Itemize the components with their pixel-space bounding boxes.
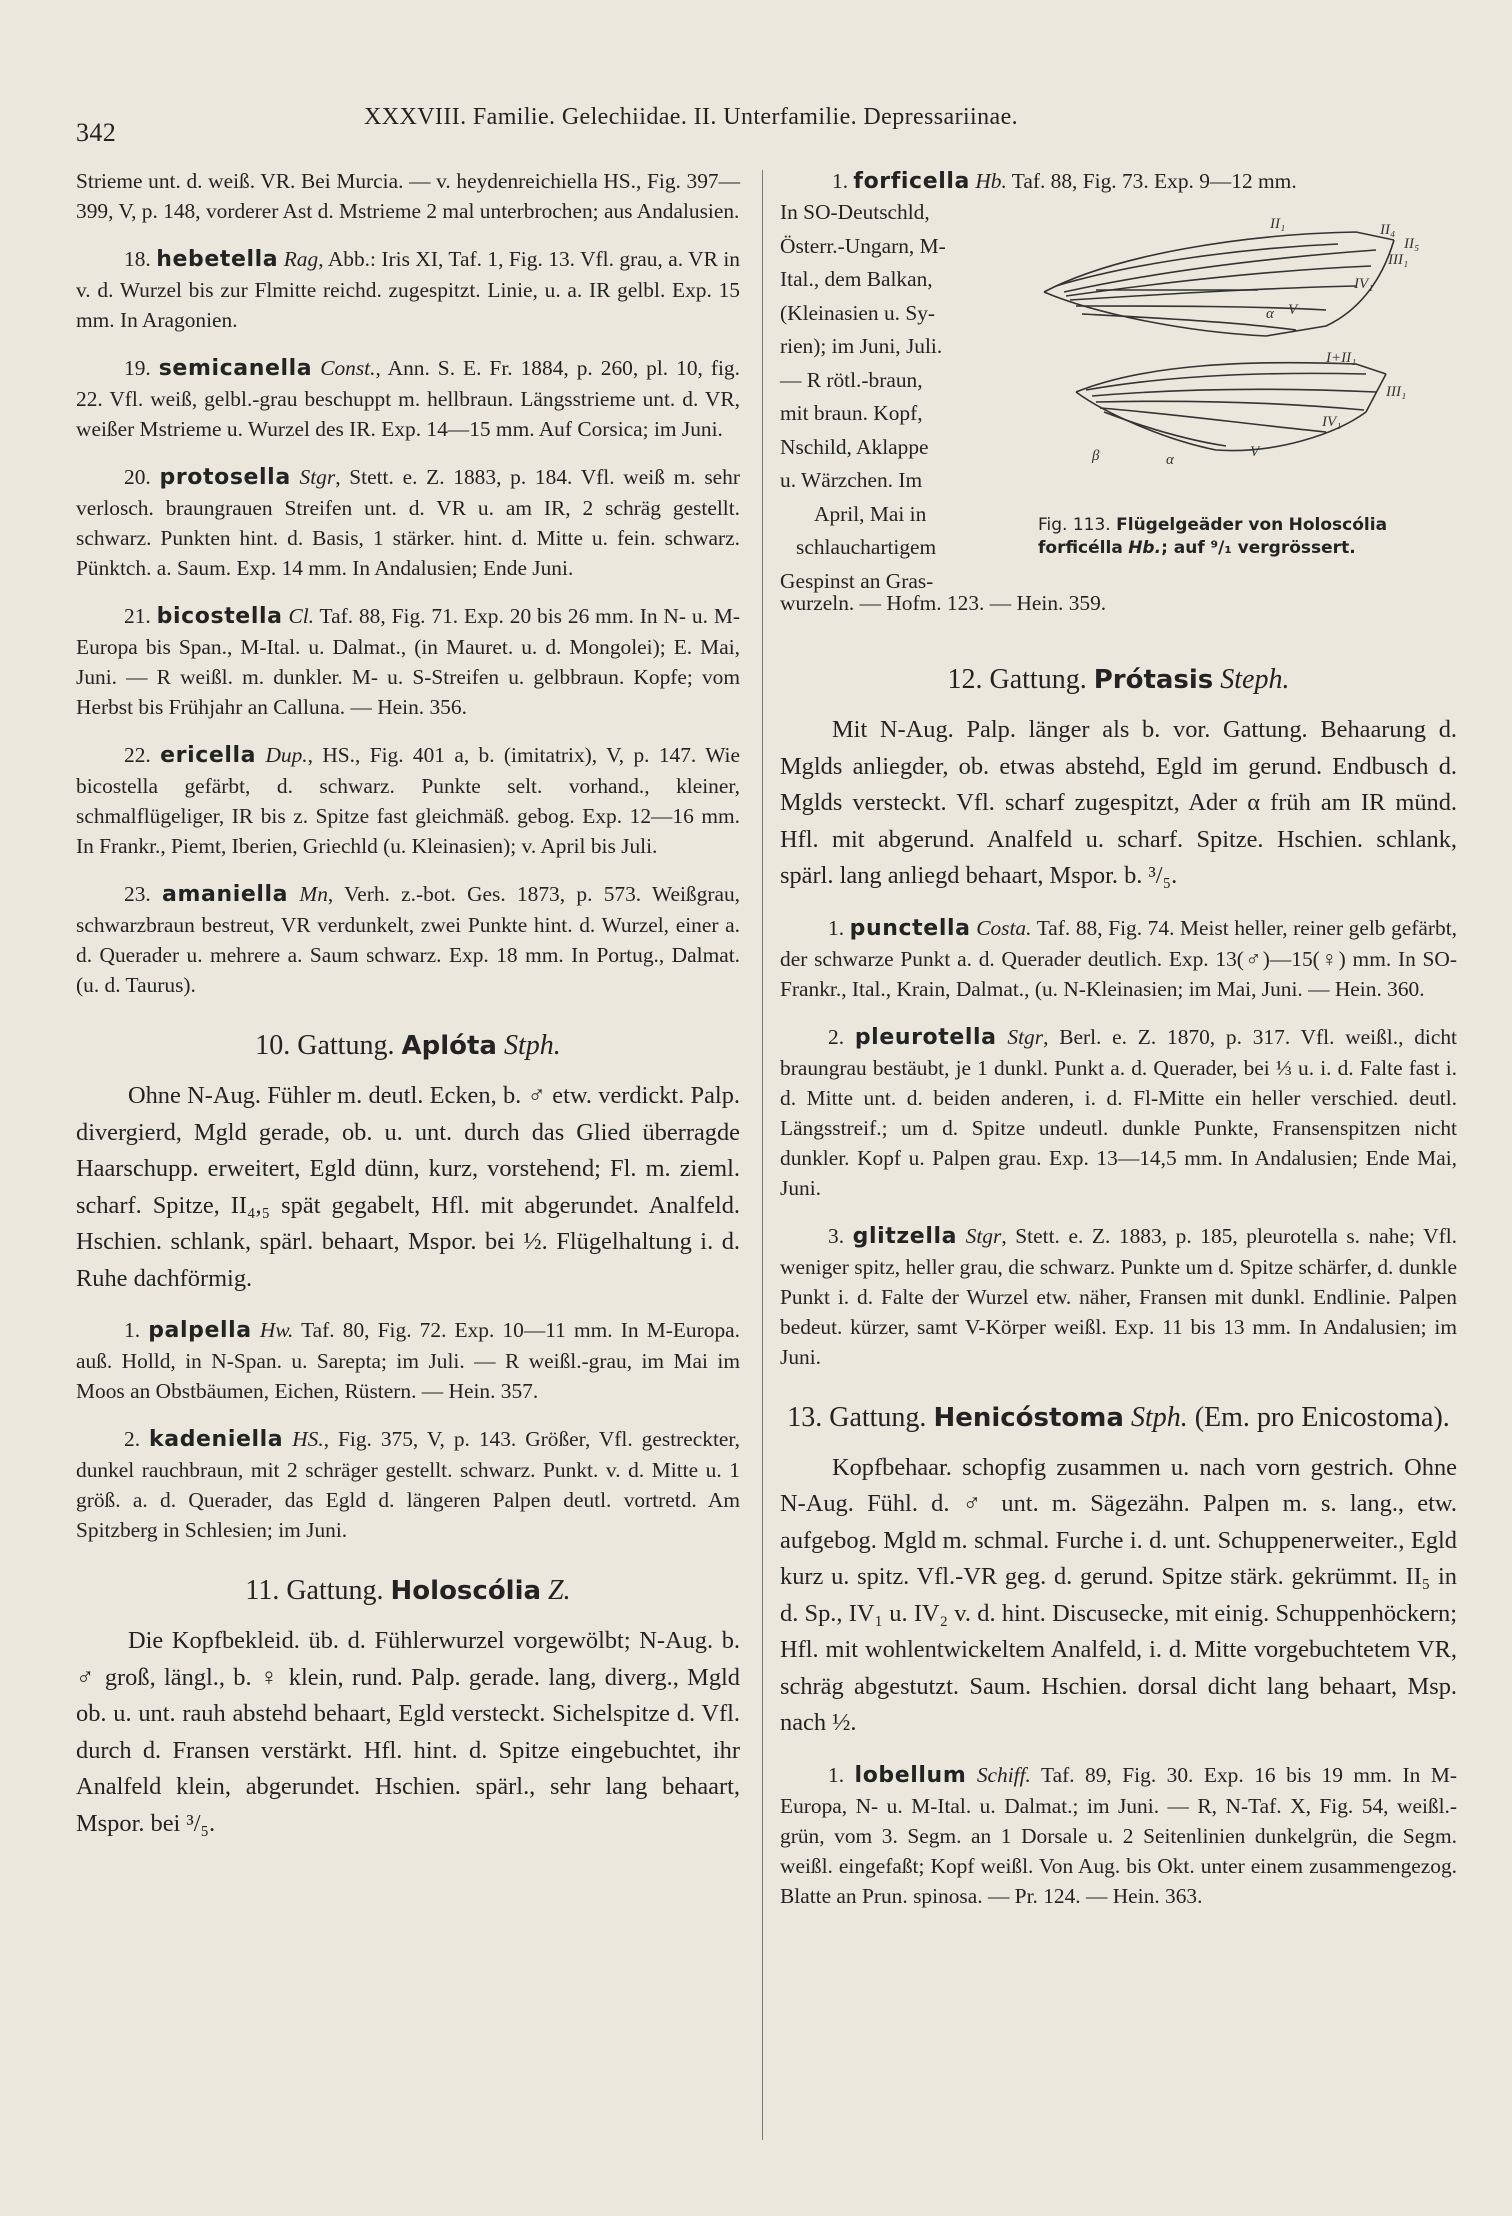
author: Rag	[283, 247, 319, 271]
author: Cl.	[288, 604, 315, 628]
henicostoma-entry-1: 1. lobellum Schiff. Taf. 89, Fig. 30. Exp. 16 bis 19 mm. In M-Europa, N- u. M-Ital. u. Dalmat.; im Juni. — R, N-Taf. X, Fig. 54, weißl.-grün, vom 3. Segm. an 1 Dorsale u. 2 Seitenlinien dunkelgrün, die Segm. weißl. eingefaßt; Kopf weißl. Von Aug. bis Okt. unter einem zusammengezog. Blatte an Prun. spinosa. — Pr. 124. — Hein. 363.	[780, 1762, 1457, 1908]
svg-text:V: V	[1250, 444, 1260, 460]
author: Hb.	[975, 169, 1007, 193]
genus-heading-12: 12. Gattung. Prótasis Steph.	[947, 664, 1290, 695]
entry-23: 23. amaniella Mn, Verh. z.-bot. Ges. 1873, p. 573. Weißgrau, schwarzbraun bestreut, VR verdunkelt, zwei Punkte hint. d. Wurzel, einer a. d. Querader u. mehrere a. Saum schwarz. Exp. 18 mm. In Portug., Dalmat. (u. d. Taurus).	[76, 882, 740, 997]
entry-18: 18. hebetella Rag, Abb.: Iris XI, Taf. 1, Fig. 13. Vfl. grau, a. VR in v. d. Wurzel bis zur Flmitte reichd. zugespitzt. Linie, u. a. IR gelbl. Exp. 15 mm. In Aragonien.	[76, 247, 740, 332]
svg-text:III₁: III₁	[1388, 252, 1409, 268]
left-column	[76, 166, 740, 1860]
forficella-heading: 1. forficella Hb. Taf. 88, Fig. 73. Exp. 9—12 mm.	[832, 169, 1297, 194]
entry-19: 19. semicanella Const., Ann. S. E. Fr. 1884, p. 260, pl. 10, fig. 22. Vfl. weiß, gelbl.-grau beschuppt m. hellbraun. Längsstrieme unt. d. VR, weißer Mstrieme u. Wurzel des IR. Exp. 14—15 mm. Auf Corsica; im Juni.	[76, 356, 740, 441]
svg-text:IV₁: IV₁	[1322, 414, 1342, 430]
svg-text:III₁: III₁	[1386, 384, 1407, 400]
species-name: glitzella	[852, 1223, 958, 1249]
genus-13-description: Kopfbehaar. schopfig zusammen u. nach vorn gestrich. Ohne N-Aug. Fühl. d. ♂ unt. m. Sägezähn. Palpen m. s. lang., etw. aufgebog. Mgld m. schmal. Furche i. d. unt. Schuppenerweiter., Egld kurz u. spitz. Vfl.-VR geg. d. gerund. Spitze stärk. gekrümmt. II₅ in d. Sp., IV₁ u. IV₂ v. d. hint. Discusecke, mit einig. Schuppenhöckern; Hfl. mit wohlentwickeltem Analfeld, i. d. Mitte vorgebuchtetem VR, schräg abgestutzt. Saum. Hschien. dorsal dicht lang behaart, Msp. nach ½.	[780, 1453, 1457, 1736]
svg-text:II₁: II₁	[1270, 216, 1286, 232]
protasis-entry-2: 2. pleurotella Stgr, Berl. e. Z. 1870, p. 317. Vfl. weißl., dicht braungrau bestäubt, je 1 dunkl. Punkt a. d. Querader, bei ⅓ u. i. d. Falte fast i. d. Mitte unt. d. beiden anderen, i. d. Fl-Mitte ein heller verschied. deutl. Längsstreif.; um d. Spitze undeutl. dunkle Punkte, Fransenspitzen nicht dunkler. Kopf u. Palpen grau. Exp. 13—14,5 mm. In Andalusien; Ende Mai, Juni.	[780, 1024, 1457, 1200]
genus-10-description: Ohne N-Aug. Fühler m. deutl. Ecken, b. ♂ etw. verdickt. Palp. divergierd, Mgld gerade, ob. u. unt. durch das Glied überragde Haarschupp. erweitert, Egld dünn, kurz, vorstehend; Fl. m. zieml. scharf. Spitze, II₄,₅ spät gegabelt, Hfl. mit abgerundet. Analfeld. Hschien. schlank, spärl. behaart, Mspor. bei ½. Flügelhaltung i. d. Ruhe dachförmig.	[76, 1082, 740, 1292]
svg-text:II₅: II₅	[1404, 236, 1420, 252]
genus-11-description: Die Kopfbekleid. üb. d. Fühlerwurzel vorgewölbt; N-Aug. b. ♂ groß, längl., b. ♀ klein, rund. Palp. gerade. lang, diverg., Mgld ob. u. unt. rauh abstehd behaart, Egld versteckt. Sichelspitze d. Vfl. durch d. Fransen verstärkt. Hfl. hint. d. Spitze eingebuchtet, ihr Analfeld klein, abgerundet. Hschien. spärl., sehr lang behaart, Mspor. bei ³/₅.	[76, 1627, 740, 1837]
author: HS.	[292, 1427, 324, 1451]
forficella-tail: wurzeln. — Hofm. 123. — Hein. 359.	[780, 591, 1107, 615]
column-divider	[762, 170, 763, 2140]
author: Dup.	[265, 743, 308, 767]
species-name: lobellum	[854, 1762, 967, 1788]
author: Mn	[299, 882, 328, 906]
entry-20: 20. protosella Stgr, Stett. e. Z. 1883, p. 184. Vfl. weiß m. sehr verlosch. braungrauen Streifen unt. d. VR u. am IR, 2 schräg gestellt. schwarz. Punkten hint. d. Basis, 1 stärker. hint. d. Mitte u. fein. schwarz. Pünktch. a. Saum. Exp. 14 mm. In Andalusien; Ende Juni.	[76, 465, 740, 580]
genus-author: Stph.	[1130, 1401, 1188, 1433]
genus-author: Steph.	[1220, 664, 1290, 695]
species-name: palpella	[148, 1318, 252, 1343]
entry-21: 21. bicostella Cl. Taf. 88, Fig. 71. Exp. 20 bis 26 mm. In N- u. M-Europa bis Span., M-Ital. u. Dalmat., (in Mauret. u. d. Mongolei); E. Mai, Juni. — R weißl. m. dunkler. M- u. S-Streifen u. gelbbraun. Kopfe; vom Herbst bis Frühjahr an Calluna. — Hein. 356.	[76, 604, 740, 719]
species-name: pleurotella	[854, 1024, 997, 1050]
svg-text:IV₁: IV₁	[1354, 276, 1374, 292]
page-number: 342	[76, 118, 117, 147]
right-column	[780, 166, 1457, 1929]
wing-vein-labels	[1091, 216, 1419, 468]
forficella-with-figure	[780, 166, 1457, 638]
aplota-entry-1: 1. palpella Hw. Taf. 80, Fig. 72. Exp. 10—11 mm. In M-Europa. auß. Holld, in N-Span. u. Sarepta; im Juli. — R weißl.-grau, im Mai im Moos an Obstbäumen, Eichen, Rüstern. — Hein. 357.	[76, 1318, 740, 1403]
genus-name: Holoscólia	[390, 1576, 542, 1606]
genus-note: (Em. pro Enicostoma).	[1194, 1401, 1450, 1433]
svg-text:α: α	[1266, 306, 1274, 322]
author: Hw.	[259, 1318, 294, 1342]
genus-heading-10: 10. Gattung. Aplóta Stph.	[255, 1030, 561, 1061]
species-name: hebetella	[156, 247, 279, 272]
protasis-entry-3: 3. glitzella Stgr, Stett. e. Z. 1883, p. 185, pleurotella s. nahe; Vfl. weniger spitz, heller grau, die schwarz. Punkte um d. Spitze schärfer, d. dunkle Punkt i. d. Falte der Wurzel etw. näher, Fransen mit dunkl. Endlinie. Palpen bedeut. kürzer, samt V-Körper weißl. Exp. 11 bis 13 mm. In Andalusien; im Juni.	[780, 1223, 1458, 1369]
hindwing-drawing	[1076, 363, 1386, 451]
svg-text:α: α	[1166, 452, 1174, 468]
species-name: forficella	[853, 169, 970, 194]
wing-venation-figure	[1026, 214, 1456, 504]
species-name: punctella	[849, 915, 971, 941]
genus-12-description: Mit N-Aug. Palp. länger als b. vor. Gattung. Behaarung d. Mglds anliegder, ob. etwas abstehd, Egld im gerund. Endbusch d. Mglds versteckt. Vfl. scharf zugespitzt, Ader α früh am IR münd. Hfl. mit abgerund. Analfeld u. scharf. Spitze. Hschien. schlank, spärl. lang anliegd behaart, Mspor. b. ³/₅.	[780, 716, 1457, 889]
svg-text:II₄: II₄	[1380, 222, 1396, 238]
entry-continuation: Strieme unt. d. weiß. VR. Bei Murcia. — v. heydenreichiella HS., Fig. 397—399, V, p. 148, vorderer Ast d. Mstrieme 2 mal unterbrochen; aus Andalusien.	[76, 169, 740, 223]
species-name: protosella	[159, 465, 291, 490]
author: Stgr	[1007, 1024, 1044, 1049]
species-name: kadeniella	[149, 1427, 284, 1452]
genus-heading-13: 13. Gattung. Henicóstoma Stph. (Em. pro Enicostoma).	[787, 1401, 1450, 1433]
species-name: bicostella	[156, 604, 283, 629]
author: Stgr	[299, 465, 336, 489]
species-name: ericella	[160, 743, 257, 768]
genus-author: Z.	[548, 1575, 571, 1606]
protasis-entry-1: 1. punctella Costa. Taf. 88, Fig. 74. Meist heller, reiner gelb gefärbt, der schwarze Punkt a. d. Querader deutlich. Exp. 13(♂)—15(♀) mm. In SO-Frankr., Ital., Krain, Dalmat., (u. N-Kleinasien; im Mai, Juni. — Hein. 360.	[780, 915, 1457, 1001]
species-name: semicanella	[158, 356, 313, 381]
running-title: XXXVIII. Familie. Gelechiidae. II. Unterfamilie. Depressariinae.	[364, 104, 1019, 130]
genus-name: Prótasis	[1093, 665, 1214, 695]
genus-author: Stph.	[503, 1030, 561, 1061]
figure-caption: Fig. 113. Flügelgeäder von Holoscólia forficélla Hb.; auf ⁹/₁ vergrössert.	[1038, 515, 1388, 558]
author: Stgr	[965, 1223, 1002, 1248]
figure-label: Fig. 113.	[1038, 515, 1111, 535]
forficella-side-text: In SO-Deutschld, Österr.-Ungarn, M- Ital., dem Balkan, (Kleinasien u. Sy- rien); im Juni, Juli. — R rötl.-braun, mit braun. Kopf, Nschild, Aklappe u. Wärzchen. Im April, Mai in schlauchartigem Gespinst an Gras-	[780, 200, 946, 593]
genus-name: Aplóta	[401, 1031, 497, 1061]
svg-text:V: V	[1288, 302, 1298, 318]
svg-text:I+II₁: I+II₁	[1326, 350, 1357, 366]
svg-text:β: β	[1092, 448, 1100, 464]
author: Const.	[320, 356, 376, 380]
aplota-entry-2: 2. kadeniella HS., Fig. 375, V, p. 143. Größer, Vfl. gestreckter, dunkel rauchbraun, mit 2 schräger gestellt. schwarz. Punkt. v. d. Mitte u. 1 größ. a. d. Querader, das Egld d. längeren Palpen deutl. vortretd. Am Spitzberg in Schlesien; im Juni.	[76, 1427, 740, 1542]
author: Costa.	[976, 915, 1032, 940]
genus-name: Henicóstoma	[933, 1402, 1124, 1433]
entry-22: 22. ericella Dup., HS., Fig. 401 a, b. (imitatrix), V, p. 147. Wie bicostella gefärbt, d. schwarz. Punkte selt. vorhand., kleiner, schmalflügeliger, IR bis z. Spitze fast gleichmäß. gebog. Exp. 12—16 mm. In Frankr., Piemt, Iberien, Griechld (u. Kleinasien); v. April bis Juli.	[76, 743, 740, 858]
genus-heading-11: 11. Gattung. Holoscólia Z.	[245, 1575, 571, 1606]
forewing-drawing	[1044, 232, 1394, 336]
author: Schiff.	[976, 1762, 1031, 1787]
species-name: amaniella	[162, 882, 289, 907]
running-header	[76, 104, 1442, 147]
